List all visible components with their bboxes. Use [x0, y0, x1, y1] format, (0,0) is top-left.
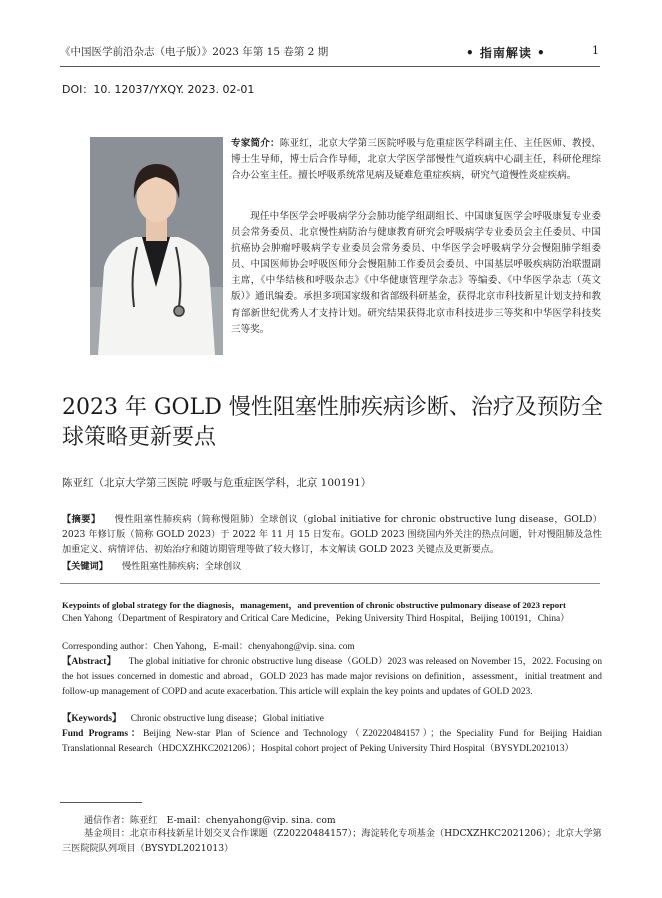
doi: DOI：10. 12037/YXQY. 2023. 02-01 [62, 83, 255, 96]
header-divider [60, 66, 600, 67]
english-abstract [62, 655, 602, 700]
section-divider [60, 583, 600, 584]
english-title: Keypoints of global strategy for the diagnosis，management，and prevention of chronic obstructive pulmonary disease of 2023 report [62, 600, 566, 610]
expert-intro-label: 专家简介： [231, 138, 280, 149]
footnote-fund: 基金项目：北京市科技新星计划交叉合作课题（Z20220484157）；海淀转化专项基金（HDCXZHKC2021206）；北京大学第三医院院队列项目（BYSYDL2021013） [62, 828, 602, 854]
abstract-cn [62, 512, 602, 557]
expert-roles: 现任中华医学会呼吸病学分会肺功能学组副组长、中国康复医学会呼吸康复专业委员会常务委员、北京慢性病防治与健康教育研究会呼吸病学专业委员会主任委员、中国抗癌协会肿瘤呼吸病学专业委员会常务委员、中华医学会呼吸病学分会慢阻肺学组委员、中国医师协会呼吸医师分会慢阻肺工作委员会委员、中国基层呼吸疾病防治联盟副主席，《中华结核和呼吸杂志》《中华健康管理学杂志》等编委、《中华医学杂志（英文版）》通讯编委。承担多项国家级和省部级科研基金，获得北京市科技新星计划支持和教育部新世纪优秀人才支持计划。研究结果获得北京市科技进步三等奖和中华医学科技奖三等奖。 [231, 211, 601, 335]
english-abstract-text: The global initiative for chronic obstructive lung disease（GOLD）2023 was released on November 15，2022. Focusing on the hot issues concerned in domestic and abroad，GOLD 2023 has made major revisions on definition，assessment，initial treatment and follow-up management of COPD and acute exacerbation. This article will explain the key points and updates of GOLD 2023. [62, 657, 603, 697]
expert-intro [231, 136, 601, 184]
section-label: • 指南解读 • [466, 46, 546, 60]
footnote-divider [60, 802, 142, 803]
keywords-cn [62, 558, 241, 572]
abstract-cn-text: 慢性阻塞性肺疾病（简称慢阻肺）全球创议（global initiative for chronic obstructive lung disease，GOLD）2023 年修订版（简称 GOLD 2023）于 2022 年 11 月 15 日发布。GOLD 2023 围绕国内外关注的热点问题，针对慢阻肺及急性加重定义、病情评估、初始治疗和随访期管理等做了较大修订，本文解读 GOLD 2023 关键点及更新要点。 [62, 514, 602, 555]
expert-intro-text: 陈亚红，北京大学第三医院呼吸与危重症医学科副主任、主任医师、教授、博士生导师，博士后合作导师，北京大学医学部慢性气道疾病中心副主任，科研伦理综合办公室主任。擅长呼吸系统常见病及疑难危重症疾病，研究气道慢性炎症疾病。 [231, 138, 602, 182]
author-line: 陈亚红（北京大学第三医院 呼吸与危重症医学科，北京 100191） [62, 477, 372, 489]
footnote-correspondence: 通信作者：陈亚红 E-mail：chenyahong@vip. sina. com [84, 815, 336, 826]
english-abstract-label: 【Abstract】 [62, 657, 117, 667]
english-fund-text: Beijing New-star Plan of Science and Technology（Z20220484157）；the Speciality Fund for Beijing Haidian Translationnal Research（HDCXZHKC2021206）；Hospital cohort project of Peking University Third Hospital（BYSYDL2021013） [62, 729, 602, 754]
keywords-cn-text: 慢性阻塞性肺疾病；全球创议 [121, 561, 242, 572]
english-author: Chen Yahong（Department of Respiratory and Critical Care Medicine，Peking University Third Hospital，Beijing 100191，China） [62, 614, 570, 624]
english-keywords-text: Chronic obstructive lung disease；Global initiative [130, 714, 324, 724]
article-title: 2023 年 GOLD 慢性阻塞性肺疾病诊断、治疗及预防全球策略更新要点 [62, 395, 603, 450]
english-keywords [62, 712, 602, 727]
keywords-cn-label: 【关键词】 [62, 561, 108, 572]
english-corresponding: Corresponding author：Chen Yahong，E-mail：chenyahong@vip. sina. com [62, 642, 355, 652]
abstract-cn-label: 【摘要】 [62, 514, 101, 525]
page-number: 1 [592, 44, 599, 57]
english-fund [62, 727, 602, 757]
english-fund-label: Fund Programs： [62, 729, 144, 739]
author-photo [90, 137, 223, 355]
journal-header: 《中国医学前沿杂志（电子版）》2023 年第 15 卷第 2 期 [60, 46, 329, 58]
english-keywords-label: 【Keywords】 [62, 714, 122, 724]
